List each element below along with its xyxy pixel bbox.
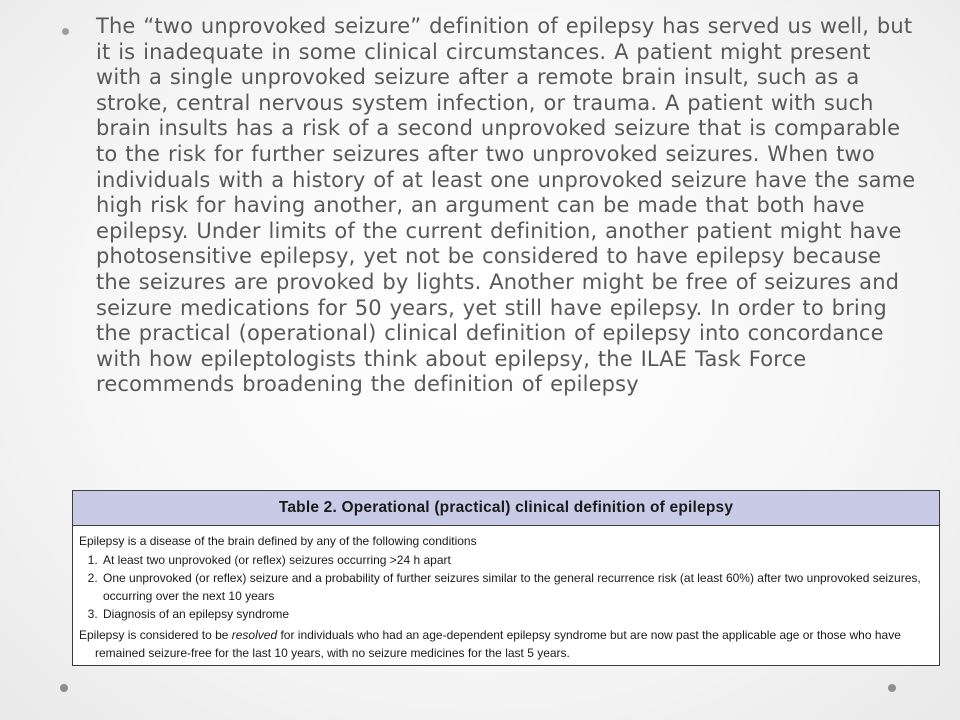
bullet-paragraph (62, 14, 922, 398)
bullet-text: The “two unprovoked seizure” definition of epilepsy has served us well, but it is inadequate in some clinical circumstances. A patient might present with a single unprovoked seizure after a remote brain insult, such as a stroke, central nervous system infection, or trauma. A patient with such brain insults has a risk of a second unprovoked seizure that is comparable to the risk for further seizures after two unprovoked seizures. When two individuals with a history of at least one unprovoked seizure have the same high risk for having another, an argument can be made that both have epilepsy. Under limits of the current definition, another patient might have photosensitive epilepsy, yet not be considered to have epilepsy because the seizures are provoked by lights. Another might be free of seizures and seizure medications for 50 years, yet still have epilepsy. In order to bring the practical (operational) clinical definition of epilepsy into concordance with how epileptologists think about epilepsy, the ILAE Task Force recommends broadening the definition of epilepsy (96, 14, 916, 397)
condition-item: 3. Diagnosis of an epilepsy syndrome (101, 605, 931, 623)
resolved-word: resolved (231, 628, 278, 642)
table-lead: Epilepsy is a disease of the brain defined by any of the following conditions (79, 534, 477, 548)
condition-item: 2. One unprovoked (or reflex) seizure and a probability of further seizures similar to the general recurrence risk (at least 60%) after two unprovoked seizures, occurring over the next 10 years (101, 569, 931, 605)
condition-item: 1. At least two unprovoked (or reflex) seizures occurring >24 h apart (101, 551, 931, 569)
bullet-icon (62, 28, 69, 35)
resolved-suffix: for individuals who had an age-dependent epilepsy syndrome but are now past the applicable age or those who have remained seizure-free for the last 10 years, with no seizure medicines for the last 5 years. (95, 628, 901, 660)
resolved-note (79, 626, 931, 662)
table-title: Table 2. Operational (practical) clinical definition of epilepsy (73, 491, 939, 526)
table-body (73, 526, 939, 662)
resolved-prefix: Epilepsy is considered to be (79, 628, 232, 642)
definition-table (72, 490, 940, 666)
slide-corner-dot-left-icon (60, 684, 68, 692)
condition-list (79, 551, 931, 623)
slide-corner-dot-right-icon (888, 684, 896, 692)
